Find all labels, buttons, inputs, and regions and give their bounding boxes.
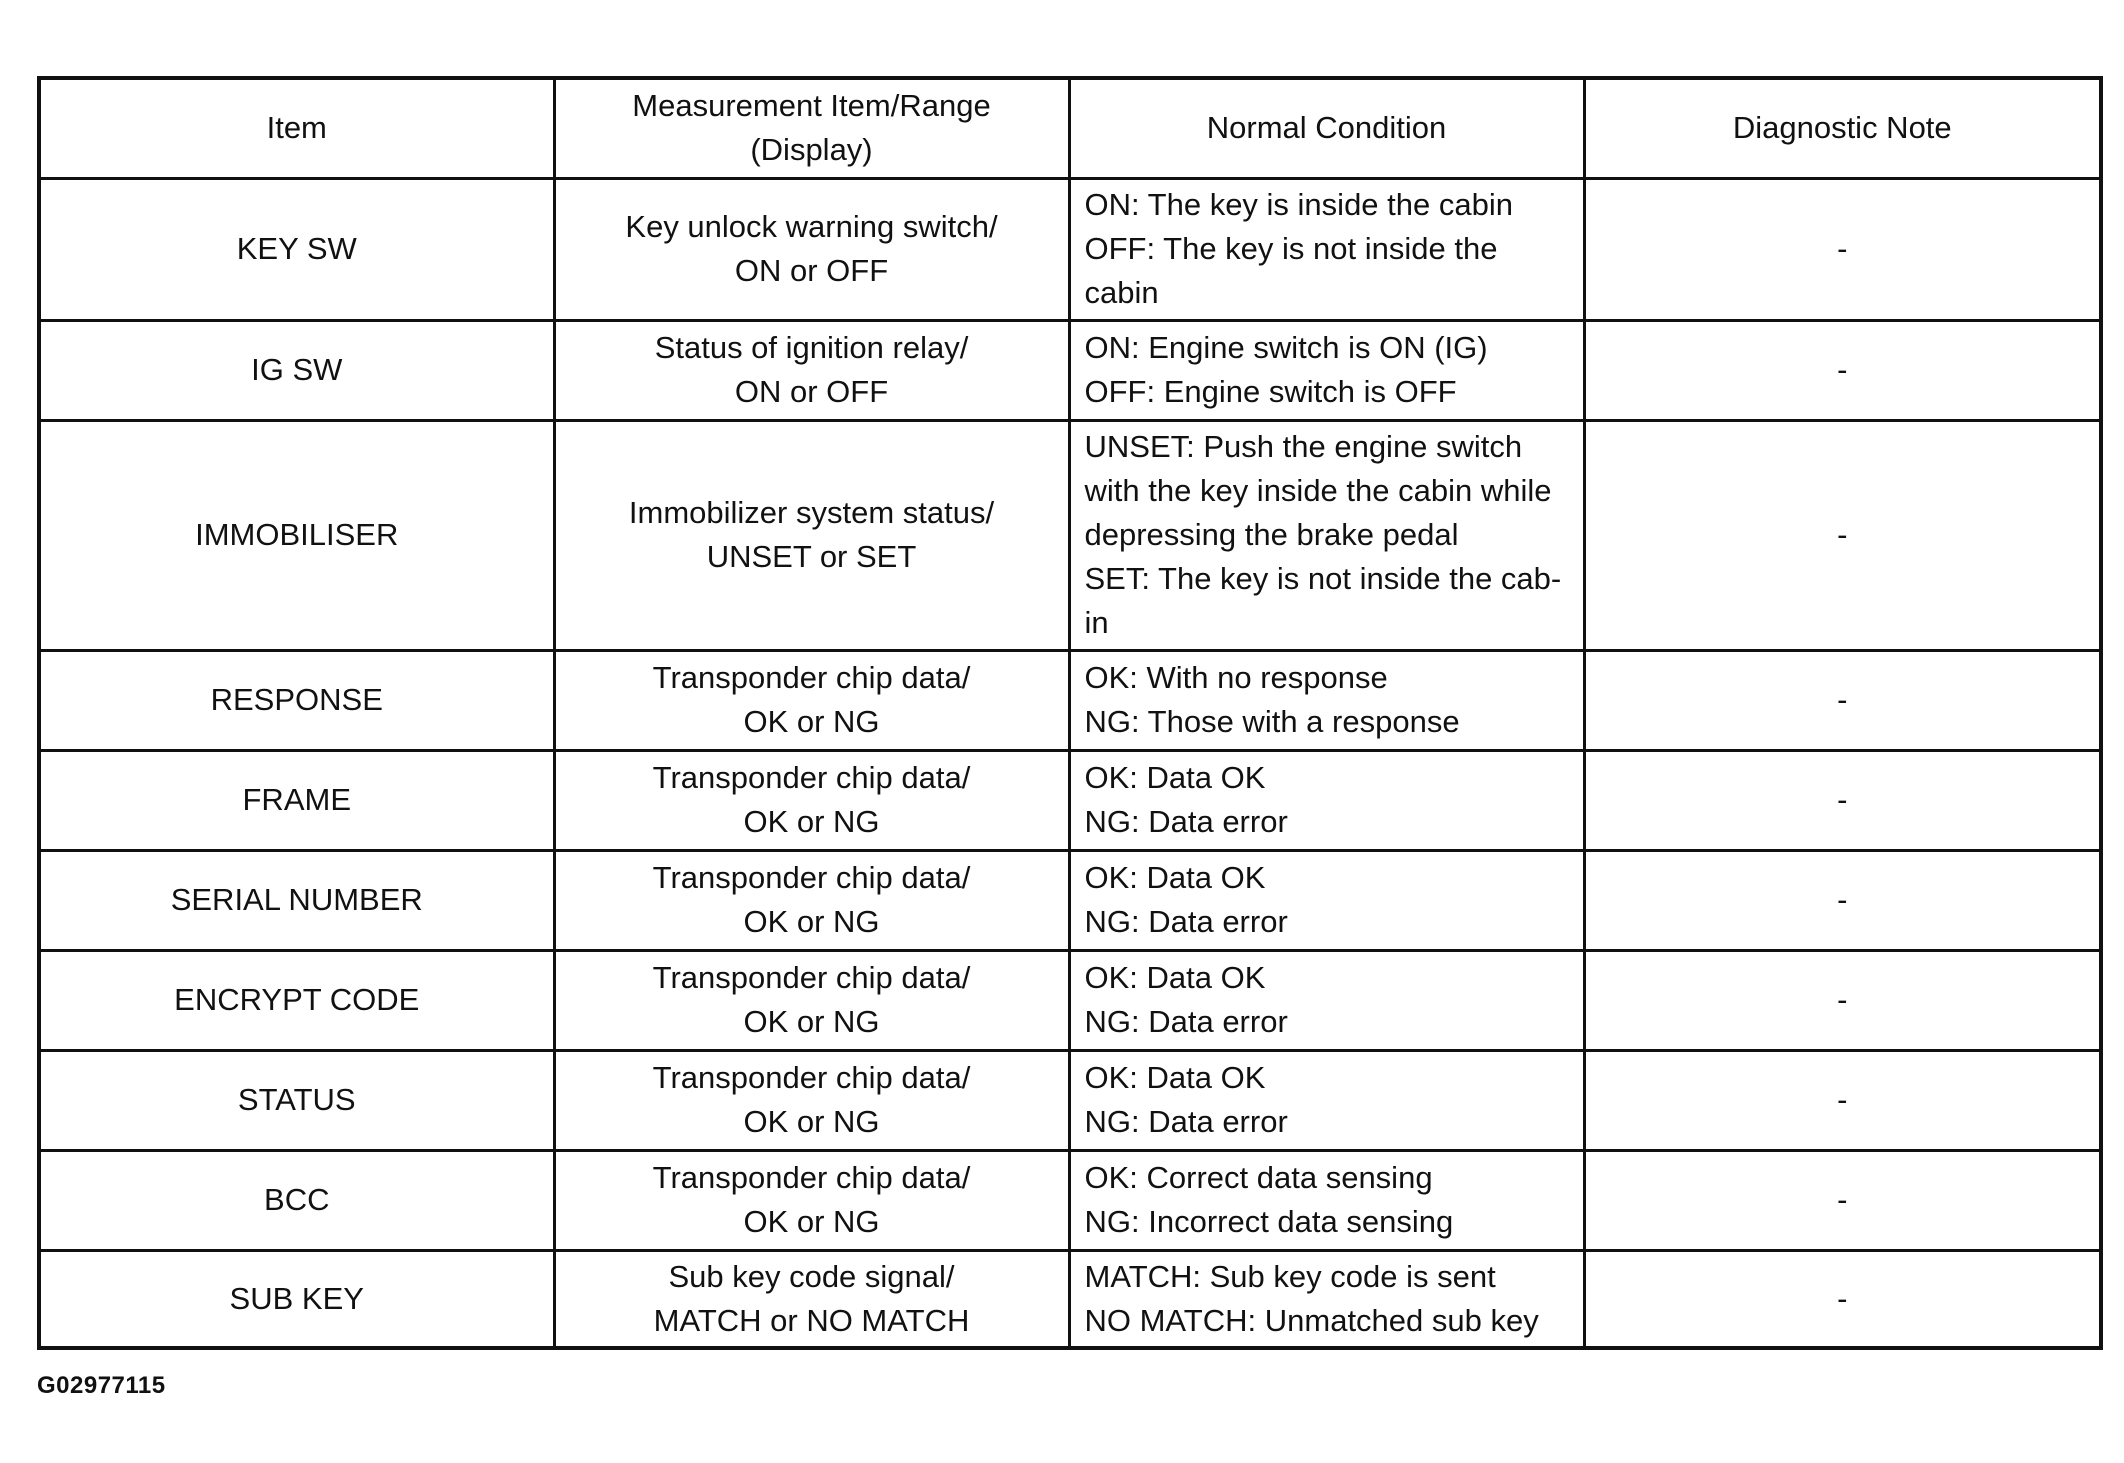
row-item: SERIAL NUMBER	[39, 850, 554, 950]
row-measurement: Status of ignition relay/ ON or OFF	[554, 320, 1069, 420]
table-row	[39, 178, 2101, 320]
row-measurement: Transponder chip data/ OK or NG	[554, 750, 1069, 850]
row-note: -	[1584, 750, 2101, 850]
row-note: -	[1584, 650, 2101, 750]
row-note: -	[1584, 850, 2101, 950]
table-row	[39, 320, 2101, 420]
row-condition: ON: The key is inside the cabin OFF: The key is not inside the cabin	[1069, 178, 1584, 320]
header-note: Diagnostic Note	[1584, 78, 2101, 178]
row-note: -	[1584, 1250, 2101, 1348]
row-measurement: Transponder chip data/ OK or NG	[554, 1050, 1069, 1150]
row-item: FRAME	[39, 750, 554, 850]
row-condition: OK: Data OK NG: Data error	[1069, 1050, 1584, 1150]
row-item: STATUS	[39, 1050, 554, 1150]
table-row	[39, 950, 2101, 1050]
table-header-row	[39, 78, 2101, 178]
row-condition: ON: Engine switch is ON (IG) OFF: Engine switch is OFF	[1069, 320, 1584, 420]
row-item: ENCRYPT CODE	[39, 950, 554, 1050]
row-condition: OK: Data OK NG: Data error	[1069, 750, 1584, 850]
table-row	[39, 650, 2101, 750]
data-list-table	[37, 76, 2103, 1350]
row-item: RESPONSE	[39, 650, 554, 750]
row-condition: UNSET: Push the engine switch with the key inside the cabin while depressing the brake pedal SET: The key is not inside the cab- in	[1069, 420, 1584, 650]
table-row	[39, 850, 2101, 950]
figure-id-label: G02977115	[37, 1372, 166, 1399]
table-row	[39, 1250, 2101, 1348]
table-row	[39, 1150, 2101, 1250]
row-condition: MATCH: Sub key code is sent NO MATCH: Unmatched sub key	[1069, 1250, 1584, 1348]
row-note: -	[1584, 420, 2101, 650]
row-note: -	[1584, 178, 2101, 320]
row-condition: OK: With no response NG: Those with a response	[1069, 650, 1584, 750]
row-measurement: Key unlock warning switch/ ON or OFF	[554, 178, 1069, 320]
table-row	[39, 750, 2101, 850]
row-condition: OK: Correct data sensing NG: Incorrect data sensing	[1069, 1150, 1584, 1250]
row-measurement: Immobilizer system status/ UNSET or SET	[554, 420, 1069, 650]
row-measurement: Transponder chip data/ OK or NG	[554, 650, 1069, 750]
row-item: IG SW	[39, 320, 554, 420]
header-condition: Normal Condition	[1069, 78, 1584, 178]
row-item: IMMOBILISER	[39, 420, 554, 650]
row-item: BCC	[39, 1150, 554, 1250]
header-item: Item	[39, 78, 554, 178]
row-item: SUB KEY	[39, 1250, 554, 1348]
row-note: -	[1584, 1050, 2101, 1150]
row-measurement: Transponder chip data/ OK or NG	[554, 850, 1069, 950]
table-row	[39, 420, 2101, 650]
header-measurement: Measurement Item/Range (Display)	[554, 78, 1069, 178]
row-measurement: Sub key code signal/ MATCH or NO MATCH	[554, 1250, 1069, 1348]
row-measurement: Transponder chip data/ OK or NG	[554, 1150, 1069, 1250]
row-condition: OK: Data OK NG: Data error	[1069, 950, 1584, 1050]
row-note: -	[1584, 1150, 2101, 1250]
row-item: KEY SW	[39, 178, 554, 320]
row-note: -	[1584, 950, 2101, 1050]
table-row	[39, 1050, 2101, 1150]
row-measurement: Transponder chip data/ OK or NG	[554, 950, 1069, 1050]
row-condition: OK: Data OK NG: Data error	[1069, 850, 1584, 950]
row-note: -	[1584, 320, 2101, 420]
